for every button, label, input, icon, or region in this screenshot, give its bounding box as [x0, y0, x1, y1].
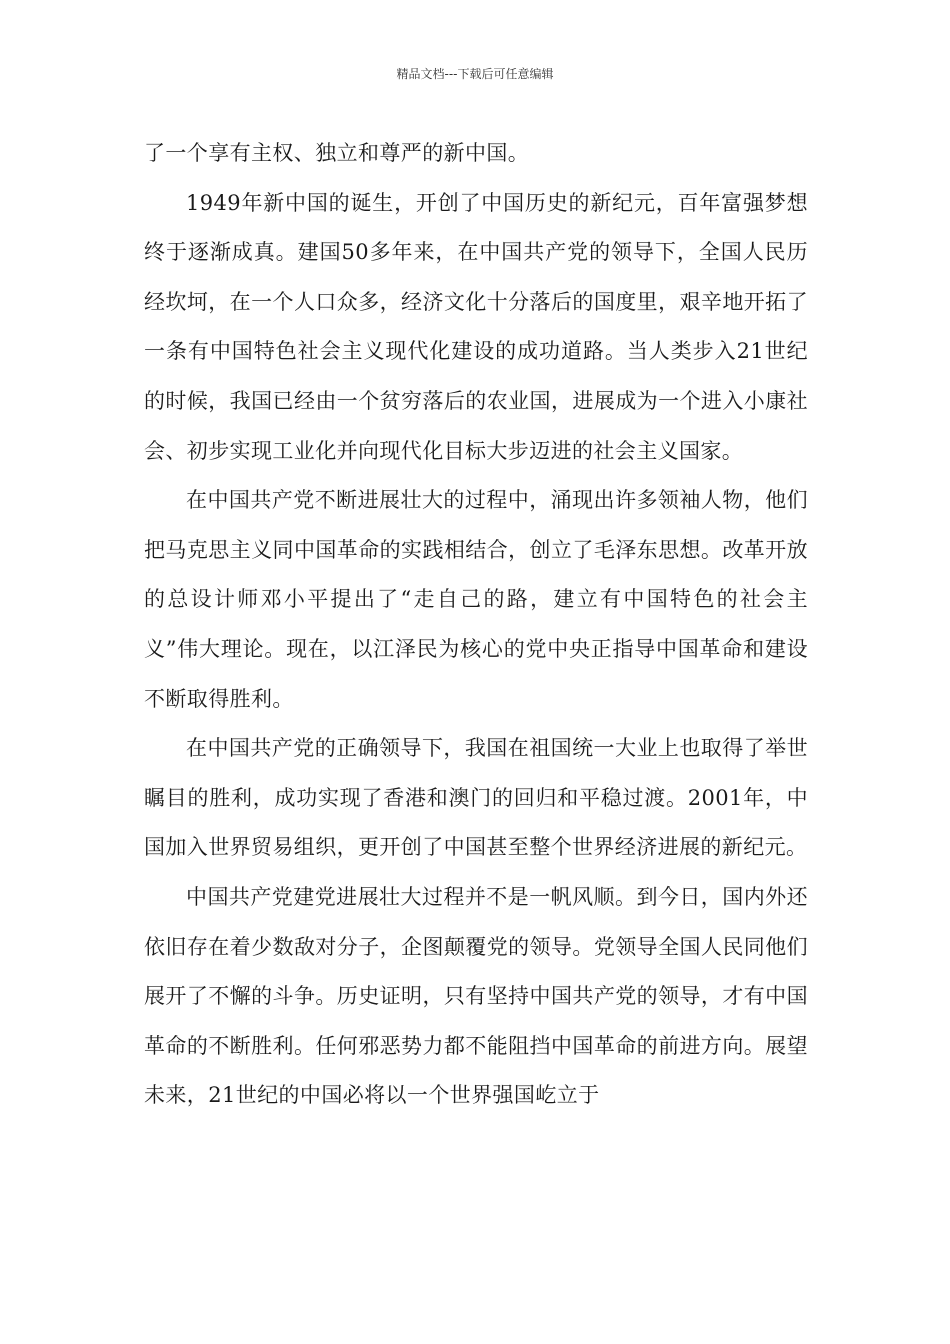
paragraph-party-leaders: 在中国共产党不断进展壮大的过程中，涌现出许多领袖人物，他们把马克思主义同中国革命的实践相结合，创立了毛泽东思想。改革开放的总设计师邓小平提出了“走自己的路，建立有中国特色的社会主义”伟大理论。现在，以江泽民为核心的党中央正指导中国革命和建设不断取得胜利。 [144, 488, 808, 711]
paragraph-new-china-birth: 1949年新中国的诞生，开创了中国历史的新纪元，百年富强梦想终于逐渐成真。建国50多年来，在中国共产党的领导下，全国人民历经坎坷，在一个人口众多，经济文化十分落后的国度里，艰辛地开拓了一条有中国特色社会主义现代化建设的成功道路。当人类步入21世纪的时候，我国已经由一个贫穷落后的农业国，进展成为一个进入小康社会、初步实现工业化并向现代化目标大步迈进的社会主义国家。 [144, 190, 808, 463]
paragraph-reunification: 在中国共产党的正确领导下，我国在祖国统一大业上也取得了举世瞩目的胜利，成功实现了香港和澳门的回归和平稳过渡。2001年，中国加入世界贸易组织，更开创了中国甚至整个世界经济进展的新纪元。 [144, 736, 808, 860]
paragraph-party-struggle: 中国共产党建党进展壮大过程并不是一帆风顺。到今日，国内外还依旧存在着少数敌对分子，企图颠覆党的领导。党领导全国人民同他们展开了不懈的斗争。历史证明，只有坚持中国共产党的领导，才有中国革命的不断胜利。任何邪恶势力都不能阻挡中国革命的前进方向。展望未来，21世纪的中国必将以一个世界强国屹立于 [144, 884, 808, 1108]
document-body [144, 129, 808, 1121]
page-header: 精品文档---下载后可任意编辑 [396, 67, 554, 81]
paragraph-continuation: 了一个享有主权、独立和尊严的新中国。 [144, 141, 530, 165]
